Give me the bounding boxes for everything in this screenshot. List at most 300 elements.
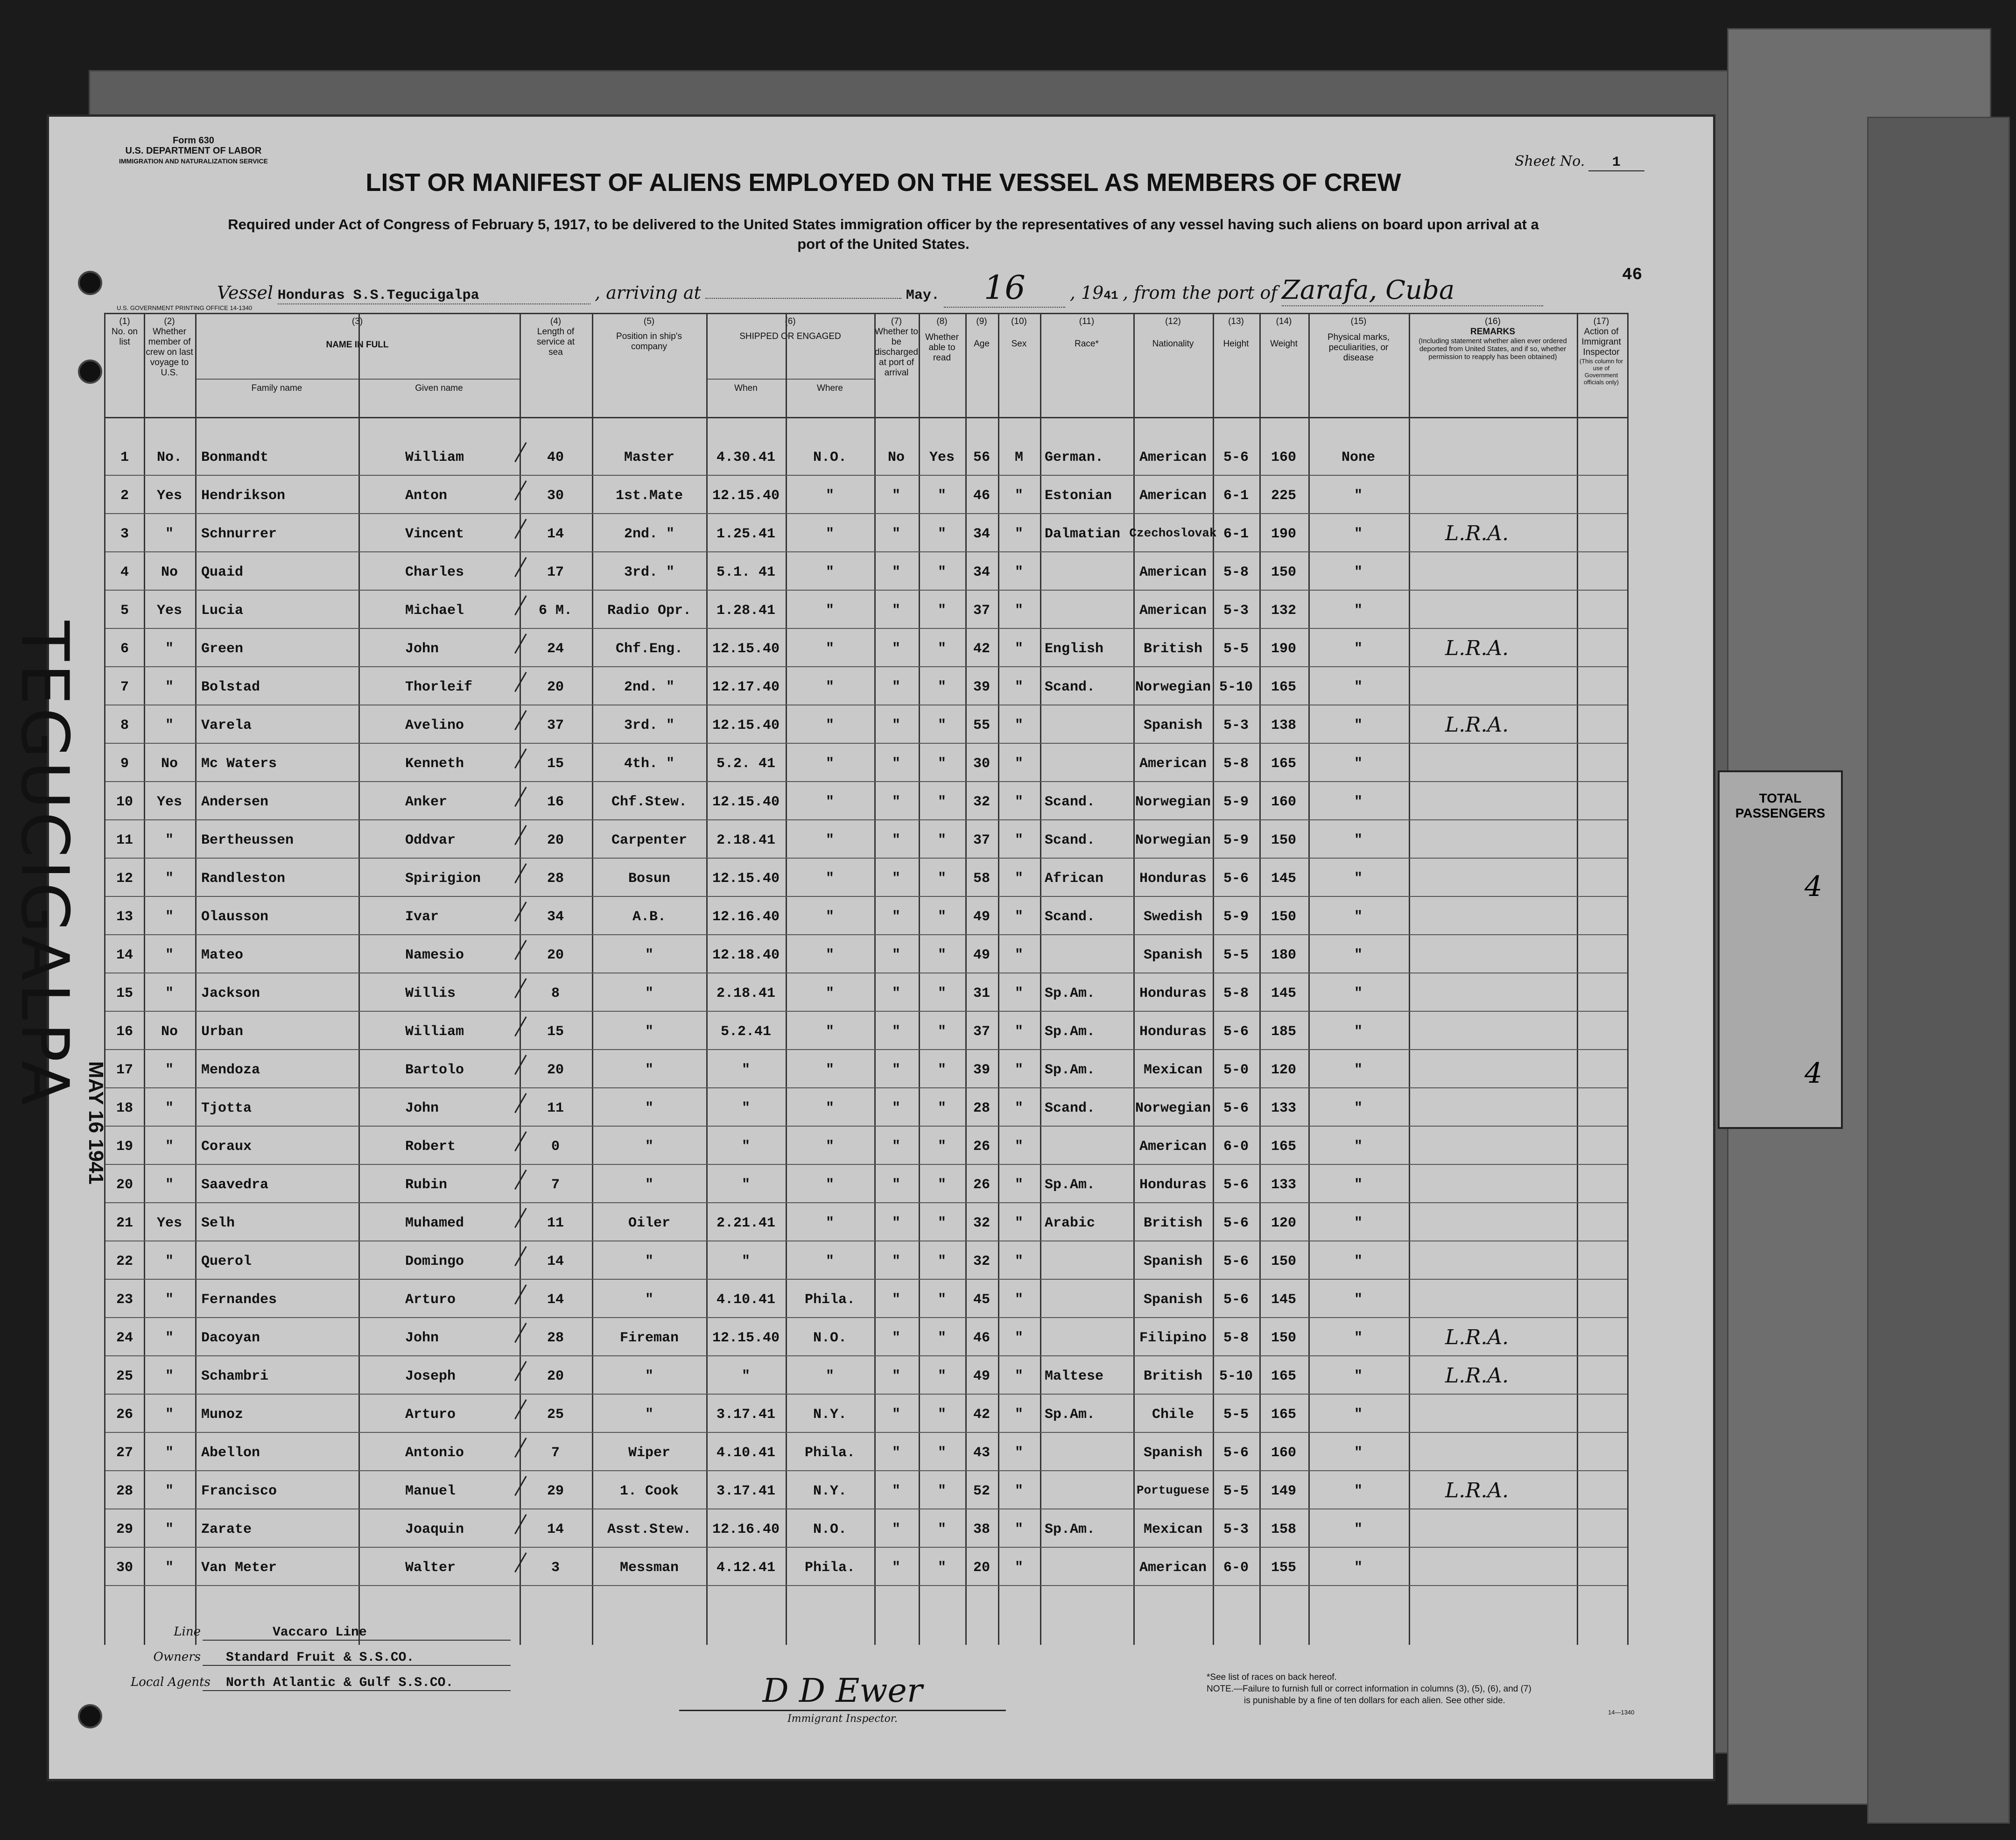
check-mark	[514, 672, 527, 692]
cell-no: 9	[120, 756, 129, 772]
cell-position: Wiper	[628, 1445, 671, 1461]
cell-height: 5-8	[1223, 756, 1249, 772]
cell-marks: "	[1354, 1330, 1363, 1346]
page-title: LIST OR MANIFEST OF ALIENS EMPLOYED ON THE VESSEL AS MEMBERS OF CREW	[365, 169, 1401, 197]
cell-length: 28	[547, 1330, 564, 1346]
check-mark	[514, 748, 527, 768]
cell-read: "	[937, 641, 947, 657]
cell-race: English	[1045, 641, 1104, 657]
cell-where: "	[825, 526, 835, 542]
cell-read: "	[937, 1445, 947, 1461]
table-row	[105, 943, 1627, 981]
cell-nationality: Spanish	[1143, 1292, 1203, 1308]
check-mark	[514, 1170, 527, 1190]
cell-weight: 160	[1271, 794, 1297, 810]
cell-marks: "	[1354, 526, 1363, 542]
cell-sex: "	[1014, 1215, 1024, 1231]
cell-no: 11	[116, 832, 133, 848]
cell-position: "	[645, 1177, 654, 1193]
cell-sex: "	[1014, 1177, 1024, 1193]
cell-given: Anton	[405, 488, 448, 504]
cell-family: Quaid	[201, 564, 244, 580]
cell-where: "	[825, 909, 835, 925]
cell-position: 4th. "	[624, 756, 675, 772]
cell-length: 20	[547, 832, 564, 848]
row-rule	[105, 1126, 1627, 1127]
cell-given: Arturo	[405, 1407, 456, 1423]
form-number: Form 630	[172, 135, 214, 146]
cell-weight: 150	[1271, 564, 1297, 580]
cell-length: 0	[551, 1139, 560, 1155]
cell-marks: "	[1354, 1292, 1363, 1308]
check-mark	[514, 1284, 527, 1304]
cell-last: "	[165, 679, 174, 695]
cell-when: 12.15.40	[712, 871, 780, 887]
cell-family: Lucia	[201, 603, 244, 619]
from-port-label: , from the port of	[1123, 282, 1278, 303]
cell-where: "	[825, 947, 835, 963]
cell-when: 12.15.40	[712, 641, 780, 657]
cell-weight: 165	[1271, 756, 1297, 772]
cell-height: 6-1	[1223, 488, 1249, 504]
cell-family: Saavedra	[201, 1177, 269, 1193]
table-row	[105, 1211, 1627, 1249]
cell-where: "	[825, 1100, 835, 1116]
cell-marks: "	[1354, 1062, 1363, 1078]
cell-given: Thorleif	[405, 679, 473, 695]
cell-sex: "	[1014, 947, 1024, 963]
cell-age: 26	[973, 1177, 990, 1193]
cell-discharged: "	[892, 1368, 901, 1384]
cell-no: 18	[116, 1100, 133, 1116]
cell-discharged: No	[887, 450, 905, 465]
cell-discharged: "	[892, 1177, 901, 1193]
cell-race: Scand.	[1045, 1100, 1096, 1116]
cell-weight: 190	[1271, 526, 1297, 542]
row-rule	[105, 743, 1627, 744]
row-rule	[105, 1585, 1627, 1586]
col-header-1: (1) No. on list	[112, 317, 138, 347]
cell-read: "	[937, 1560, 947, 1576]
owners-value: Standard Fruit & S.S.CO.	[203, 1650, 511, 1666]
cell-marks: "	[1354, 756, 1363, 772]
cell-race: Sp.Am.	[1045, 1177, 1096, 1193]
cell-family: Jackson	[201, 986, 260, 1001]
cell-length: 6 M.	[538, 603, 573, 619]
cell-no: 3	[120, 526, 129, 542]
cell-when: 1.25.41	[716, 526, 776, 542]
check-mark	[514, 902, 527, 922]
cell-race: Scand.	[1045, 909, 1096, 925]
cell-discharged: "	[892, 1292, 901, 1308]
col-header-9: (9) Age	[974, 317, 990, 349]
cell-weight: 120	[1271, 1215, 1297, 1231]
cell-weight: 150	[1271, 832, 1297, 848]
cell-height: 5-6	[1223, 1100, 1249, 1116]
cell-weight: 120	[1271, 1062, 1297, 1078]
cell-when: 2.18.41	[716, 832, 776, 848]
cell-position: "	[645, 1139, 654, 1155]
cell-read: "	[937, 832, 947, 848]
check-mark	[514, 1055, 527, 1075]
cell-position: Asst.Stew.	[607, 1522, 692, 1537]
cell-nationality: American	[1139, 756, 1207, 772]
cell-when: 12.17.40	[712, 679, 780, 695]
cell-when: "	[741, 1100, 751, 1116]
cell-where: N.O.	[813, 1330, 847, 1346]
service-name: IMMIGRATION AND NATURALIZATION SERVICE	[119, 157, 268, 165]
cell-family: Schnurrer	[201, 526, 277, 542]
cell-no: 10	[116, 794, 133, 810]
cell-when: 5.2. 41	[716, 756, 776, 772]
row-rule	[105, 1202, 1627, 1203]
cell-age: 42	[973, 1407, 990, 1423]
cell-where: "	[825, 794, 835, 810]
cell-sex: "	[1014, 1254, 1024, 1269]
cell-given: Bartolo	[405, 1062, 464, 1078]
cell-weight: 165	[1271, 1407, 1297, 1423]
cell-when: 5.1. 41	[716, 564, 776, 580]
cell-sex: "	[1014, 1330, 1024, 1346]
row-rule	[105, 1164, 1627, 1165]
agents-value: North Atlantic & Gulf S.S.CO.	[203, 1676, 511, 1691]
cell-height: 5-10	[1219, 679, 1253, 695]
cell-read: "	[937, 1522, 947, 1537]
cell-marks: "	[1354, 641, 1363, 657]
cell-family: Selh	[201, 1215, 235, 1231]
cell-remarks: L.R.A.	[1445, 1325, 1509, 1349]
cell-given: Antonio	[405, 1445, 464, 1461]
table-row	[105, 522, 1627, 560]
cell-family: Hendrikson	[201, 488, 286, 504]
cell-position: 1st.Mate	[615, 488, 683, 504]
cell-read: "	[937, 1024, 947, 1040]
table-row	[105, 981, 1627, 1019]
cell-discharged: "	[892, 1522, 901, 1537]
cell-height: 5-3	[1223, 718, 1249, 733]
cell-nationality: Mexican	[1143, 1522, 1203, 1537]
cell-sex: "	[1014, 1483, 1024, 1499]
cell-family: Bolstad	[201, 679, 260, 695]
cell-age: 38	[973, 1522, 990, 1537]
cell-race: Scand.	[1045, 679, 1096, 695]
cell-read: "	[937, 1100, 947, 1116]
cell-last: "	[165, 1407, 174, 1423]
cell-age: 37	[973, 603, 990, 619]
cell-weight: 165	[1271, 679, 1297, 695]
cell-nationality: Chile	[1152, 1407, 1194, 1423]
cell-sex: "	[1014, 871, 1024, 887]
cell-length: 29	[547, 1483, 564, 1499]
cell-family: Fernandes	[201, 1292, 277, 1308]
cell-no: 24	[116, 1330, 133, 1346]
cell-when: 4.12.41	[716, 1560, 776, 1576]
cell-no: 20	[116, 1177, 133, 1193]
cell-marks: "	[1354, 1483, 1363, 1499]
cell-weight: 132	[1271, 603, 1297, 619]
cell-weight: 160	[1271, 1445, 1297, 1461]
cell-height: 5-5	[1223, 1483, 1249, 1499]
table-row	[105, 1440, 1627, 1479]
cell-sex: "	[1014, 1368, 1024, 1384]
cell-race: Sp.Am.	[1045, 1024, 1096, 1040]
cell-nationality: American	[1139, 488, 1207, 504]
cell-no: 30	[116, 1560, 133, 1576]
col-header-3: (3) NAME IN FULL	[326, 317, 389, 350]
cell-discharged: "	[892, 756, 901, 772]
cell-family: Olausson	[201, 909, 269, 925]
cell-where: "	[825, 641, 835, 657]
row-rule	[105, 858, 1627, 859]
cell-where: "	[825, 1139, 835, 1155]
cell-length: 34	[547, 909, 564, 925]
cell-family: Mendoza	[201, 1062, 260, 1078]
cell-discharged: "	[892, 564, 901, 580]
cell-age: 46	[973, 488, 990, 504]
cell-given: Ivar	[405, 909, 439, 925]
cell-family: Abellon	[201, 1445, 260, 1461]
row-rule	[105, 1279, 1627, 1280]
footer-note: NOTE.—Failure to furnish full or correct information in columns (3), (5), (6), and (7)	[1207, 1684, 1531, 1694]
cell-age: 32	[973, 1215, 990, 1231]
cell-nationality: British	[1143, 1368, 1203, 1384]
cell-where: N.O.	[813, 1522, 847, 1537]
cell-age: 32	[973, 1254, 990, 1269]
cell-marks: "	[1354, 909, 1363, 925]
subtitle-line-1: Required under Act of Congress of February 5, 1917, to be delivered to the United States immigration officer by the representatives of any vessel having such aliens on board upon arrival at a	[228, 216, 1539, 233]
cell-remarks: L.R.A.	[1445, 1364, 1509, 1388]
cell-length: 8	[551, 986, 560, 1001]
cell-length: 14	[547, 1292, 564, 1308]
cell-given: Charles	[405, 564, 464, 580]
check-mark	[514, 1399, 527, 1419]
check-mark	[514, 1514, 527, 1534]
check-mark	[514, 1208, 527, 1228]
cell-when: 2.18.41	[716, 986, 776, 1001]
cell-height: 5-6	[1223, 871, 1249, 887]
cell-no: 23	[116, 1292, 133, 1308]
cell-where: "	[825, 564, 835, 580]
cell-height: 5-5	[1223, 947, 1249, 963]
cell-length: 7	[551, 1177, 560, 1193]
cell-where: "	[825, 1024, 835, 1040]
cell-read: "	[937, 871, 947, 887]
cell-no: 4	[120, 564, 129, 580]
cell-weight: 190	[1271, 641, 1297, 657]
cell-height: 5-5	[1223, 1407, 1249, 1423]
cell-sex: "	[1014, 1522, 1024, 1537]
cell-length: 3	[551, 1560, 560, 1576]
cell-given: John	[405, 641, 439, 657]
cell-no: 19	[116, 1139, 133, 1155]
cell-no: 6	[120, 641, 129, 657]
cell-height: 5-6	[1223, 450, 1249, 465]
printing-office-note: U.S. GOVERNMENT PRINTING OFFICE 14-1340	[117, 304, 253, 311]
cell-given: Oddvar	[405, 832, 456, 848]
col-header-2: (2) Whether member of crew on last voyage to U.S.	[146, 317, 193, 378]
cell-when: 5.2.41	[720, 1024, 772, 1040]
cell-last: Yes	[156, 488, 183, 504]
col-header-11: (11) Race*	[1075, 317, 1099, 349]
cell-height: 5-6	[1223, 1177, 1249, 1193]
sheet-number: 1	[1588, 155, 1644, 171]
cell-no: 2	[120, 488, 129, 504]
check-mark	[514, 825, 527, 845]
cell-when: "	[741, 1139, 751, 1155]
cell-marks: "	[1354, 488, 1363, 504]
row-rule	[105, 934, 1627, 935]
cell-weight: 225	[1271, 488, 1297, 504]
cell-when: 4.10.41	[716, 1292, 776, 1308]
check-mark	[514, 1438, 527, 1458]
col-header-6: (6) SHIPPED OR ENGAGED	[739, 317, 841, 341]
inspector-signature-block	[679, 1671, 1006, 1725]
punch-hole	[78, 360, 102, 384]
cell-last: "	[165, 1330, 174, 1346]
cell-sex: "	[1014, 756, 1024, 772]
cell-read: "	[937, 947, 947, 963]
cell-read: "	[937, 1368, 947, 1384]
cell-nationality: Norwegian	[1135, 1100, 1211, 1116]
row-rule	[105, 1470, 1627, 1471]
cell-last: "	[165, 1483, 174, 1499]
cell-read: "	[937, 1254, 947, 1269]
col-header-4: (4) Length of service at sea	[536, 317, 575, 357]
cell-last: No	[161, 564, 178, 580]
cell-height: 5-9	[1223, 909, 1249, 925]
table-row	[105, 828, 1627, 866]
cell-given: Kenneth	[405, 756, 464, 772]
cell-where: N.Y.	[813, 1483, 847, 1499]
cell-family: Coraux	[201, 1139, 252, 1155]
cell-nationality: Norwegian	[1135, 832, 1211, 848]
cell-no: 22	[116, 1254, 133, 1269]
cell-discharged: "	[892, 947, 901, 963]
cell-no: 14	[116, 947, 133, 963]
cell-position: "	[645, 1407, 654, 1423]
cell-race: Sp.Am.	[1045, 986, 1096, 1001]
cell-position: Carpenter	[611, 832, 688, 848]
cell-race: Scand.	[1045, 832, 1096, 848]
cell-weight: 150	[1271, 1330, 1297, 1346]
arrival-day: 16	[944, 268, 1065, 308]
check-mark	[514, 1131, 527, 1151]
footer-fields	[131, 1625, 511, 1700]
row-rule	[105, 1394, 1627, 1395]
cell-marks: "	[1354, 1407, 1363, 1423]
cell-weight: 133	[1271, 1177, 1297, 1193]
check-mark	[514, 442, 527, 462]
table-row	[105, 560, 1627, 598]
table-row	[105, 1096, 1627, 1134]
cell-read: "	[937, 756, 947, 772]
cell-no: 26	[116, 1407, 133, 1423]
cell-where: "	[825, 718, 835, 733]
cell-height: 5-3	[1223, 1522, 1249, 1537]
cell-sex: "	[1014, 641, 1024, 657]
cell-discharged: "	[892, 1483, 901, 1499]
cell-no: 5	[120, 603, 129, 619]
cell-sex: "	[1014, 488, 1024, 504]
cell-position: 3rd. "	[624, 564, 675, 580]
cell-no: 29	[116, 1522, 133, 1537]
check-mark	[514, 1093, 527, 1113]
cell-position: Bosun	[628, 871, 671, 887]
cell-where: "	[825, 488, 835, 504]
footer-note: *See list of races on back hereof.	[1207, 1672, 1337, 1682]
cell-race: Scand.	[1045, 794, 1096, 810]
cell-length: 15	[547, 1024, 564, 1040]
cell-where: "	[825, 871, 835, 887]
cell-family: Randleston	[201, 871, 286, 887]
cell-last: "	[165, 1368, 174, 1384]
cell-given: Namesio	[405, 947, 464, 963]
cell-given: Vincent	[405, 526, 464, 542]
cell-position: Master	[624, 450, 675, 465]
cell-no: 21	[116, 1215, 133, 1231]
table-row	[105, 598, 1627, 636]
cell-read: "	[937, 1292, 947, 1308]
cell-sex: "	[1014, 1062, 1024, 1078]
cell-length: 37	[547, 718, 564, 733]
cell-when: "	[741, 1062, 751, 1078]
cell-given: Avelino	[405, 718, 464, 733]
cell-when: 12.15.40	[712, 718, 780, 733]
check-mark	[514, 940, 527, 960]
cell-given: Rubin	[405, 1177, 448, 1193]
cell-position: Fireman	[619, 1330, 679, 1346]
department-name: U.S. DEPARTMENT OF LABOR	[125, 146, 262, 156]
sheet-label: Sheet No.	[1515, 153, 1585, 169]
cell-family: Varela	[201, 718, 252, 733]
cell-height: 6-0	[1223, 1560, 1249, 1576]
check-mark	[514, 1552, 527, 1572]
cell-weight: 180	[1271, 947, 1297, 963]
cell-marks: "	[1354, 564, 1363, 580]
cell-no: 25	[116, 1368, 133, 1384]
check-mark	[514, 1246, 527, 1266]
cell-given: Anker	[405, 794, 448, 810]
cell-height: 6-1	[1223, 526, 1249, 542]
cell-age: 28	[973, 1100, 990, 1116]
cell-race: Arabic	[1045, 1215, 1096, 1231]
cell-where: "	[825, 1177, 835, 1193]
cell-age: 34	[973, 564, 990, 580]
cell-nationality: Honduras	[1139, 1177, 1207, 1193]
cell-marks: "	[1354, 1024, 1363, 1040]
row-rule	[105, 781, 1627, 782]
table-row	[105, 1402, 1627, 1440]
form-code: 14—1340	[1608, 1709, 1635, 1716]
row-rule	[105, 1432, 1627, 1433]
cell-no: 15	[116, 986, 133, 1001]
cell-length: 28	[547, 871, 564, 887]
cell-weight: 165	[1271, 1368, 1297, 1384]
table-row	[105, 1517, 1627, 1555]
table-row	[105, 1479, 1627, 1517]
corner-number: 46	[1622, 265, 1643, 284]
cell-when: 12.16.40	[712, 1522, 780, 1537]
cell-length: 14	[547, 1254, 564, 1269]
cell-nationality: Swedish	[1143, 909, 1203, 925]
row-rule	[105, 896, 1627, 897]
cell-no: 12	[116, 871, 133, 887]
cell-nationality: British	[1143, 1215, 1203, 1231]
check-mark	[514, 595, 527, 615]
cell-age: 49	[973, 909, 990, 925]
check-mark	[514, 863, 527, 883]
check-mark	[514, 634, 527, 654]
